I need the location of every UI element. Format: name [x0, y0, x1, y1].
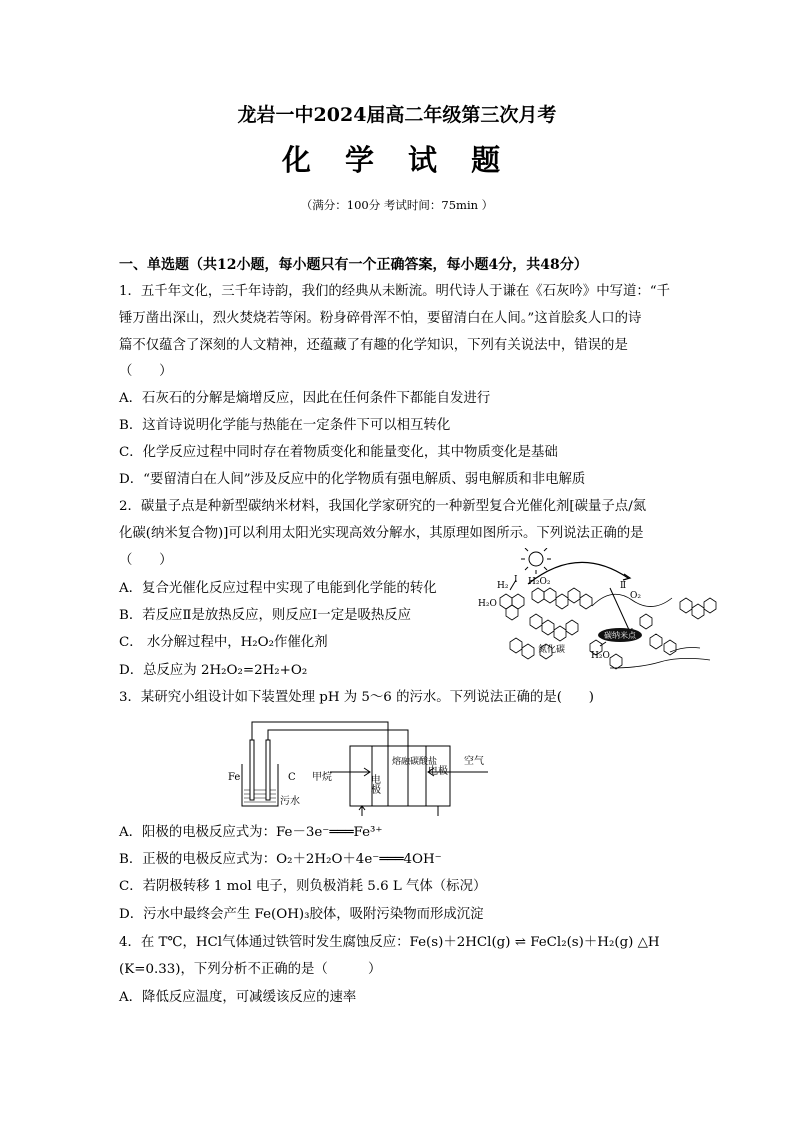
right-electrode-label: 电极: [428, 766, 448, 777]
carbon-nitride-label: 氮化碳: [538, 645, 566, 655]
q4-option-a: A．降低反应温度，可减缓该反应的速率: [119, 990, 357, 1005]
q2-option-b: B．若反应Ⅱ是放热反应，则反应Ⅰ一定是吸热反应: [119, 608, 412, 623]
wastewater-label: 污水: [280, 796, 300, 807]
carbon-dot-label: 碳纳米点: [604, 631, 636, 640]
fe-electrode: [250, 740, 254, 800]
q1-stem-line-2: 锤万凿出深山，烈火焚烧若等闲。粉身碎骨浑不怕，要留清白在人间。”这首脍炙人口的诗: [119, 311, 642, 326]
c-electrode: [266, 740, 270, 800]
wire-top-outer: [252, 722, 388, 746]
q3-option-d: D．污水中最终会产生 Fe(OH)₃胶体，吸附污染物而形成沉淀: [119, 907, 484, 922]
q1-option-a: A．石灰石的分解是熵增反应，因此在任何条件下都能自发进行: [119, 391, 491, 406]
q2-option-a: A．复合光催化反应过程中实现了电能到化学能的转化: [119, 581, 437, 596]
reaction-i-label: Ⅰ: [514, 575, 518, 585]
q1-stem-line-3: 篇不仅蕴含了深刻的人文精神，还蕴藏了有趣的化学知识，下列有关说法中，错误的是: [119, 338, 628, 353]
q4-stem-line-2: (K=0.33)，下列分析不正确的是（ ）: [119, 962, 382, 977]
c-label: C: [288, 772, 296, 783]
section-heading: 一、单选题（共12小题，每小题只有一个正确答案，每小题4分，共48分）: [119, 257, 588, 273]
molten-carbonate-label: 熔融碳酸盐: [392, 757, 438, 767]
sun-icon: [521, 548, 551, 574]
methane-label: 甲烷: [312, 772, 332, 783]
q2-stem-line-1: 2．碳量子点是种新型碳纳米材料，我国化学家研究的一种新型复合光催化剂[碳量子点/氮: [119, 499, 647, 514]
q2-answer-bracket: （ ）: [119, 553, 173, 568]
fe-label: Fe: [228, 772, 241, 783]
h2-label: H₂: [497, 581, 509, 591]
q2-option-d: D．总反应为 2H₂O₂=2H₂+O₂: [119, 663, 308, 678]
o2-label: O₂: [630, 591, 641, 601]
q1-answer-bracket: （ ）: [119, 364, 173, 379]
q1-option-d: D．“要留清白在人间”涉及反应中的化学物质有强电解质、弱电解质和非电解质: [119, 472, 586, 487]
wire-top-inner: [268, 730, 408, 746]
h2o2-label: H₂O₂: [528, 577, 551, 587]
q3-option-a: A．阳极的电极反应式为：Fe－3e⁻═══Fe³⁺: [119, 825, 383, 840]
q1-option-b: B．这首诗说明化学能与热能在一定条件下可以相互转化: [119, 418, 451, 433]
q1-option-c: C．化学反应过程中同时存在着物质变化和能量变化，其中物质变化是基础: [119, 445, 558, 460]
h2o-bottom-label: H₂O: [591, 651, 610, 661]
fuel-cell-figure: [212, 716, 508, 816]
h2o-left-label: H₂O: [478, 599, 497, 609]
q4-stem-line-1: 4．在 T℃，HCl气体通过铁管时发生腐蚀反应：Fe(s)＋2HCl(g) ⇌ FeCl₂(s)＋H₂(g) △H: [119, 935, 660, 950]
q2-option-c: C． 水分解过程中，H₂O₂作催化剂: [119, 635, 328, 650]
photocatalyst-figure: [470, 548, 740, 678]
q3-stem: 3．某研究小组设计如下装置处理 pH 为 5～6 的污水。下列说法正确的是( ): [119, 690, 594, 705]
air-label: 空气: [464, 756, 484, 767]
q2-stem-line-2: 化碳(纳米复合物)]可以利用太阳光实现高效分解水，其原理如图所示。下列说法正确的是: [119, 526, 644, 541]
q3-option-b: B．正极的电极反应式为：O₂＋2H₂O＋4e⁻═══4OH⁻: [119, 852, 442, 867]
q3-option-c: C．若阴极转移 1 mol 电子，则负极消耗 5.6 L 气体（标况）: [119, 879, 487, 894]
reaction-ii-label: Ⅱ: [620, 581, 627, 591]
beaker: [242, 764, 278, 806]
left-electrode-label: 电极: [368, 774, 380, 794]
q1-stem-line-1: 1．五千年文化，三千年诗韵，我们的经典从未断流。明代诗人于谦在《石灰吟》中写道：“千: [119, 284, 670, 299]
exam-meta: （满分：100分 考试时间：75min ）: [300, 198, 494, 212]
subject-title: 化 学 试 题: [281, 143, 513, 177]
school-title: 龙岩一中2024届高二年级第三次月考: [237, 104, 557, 126]
